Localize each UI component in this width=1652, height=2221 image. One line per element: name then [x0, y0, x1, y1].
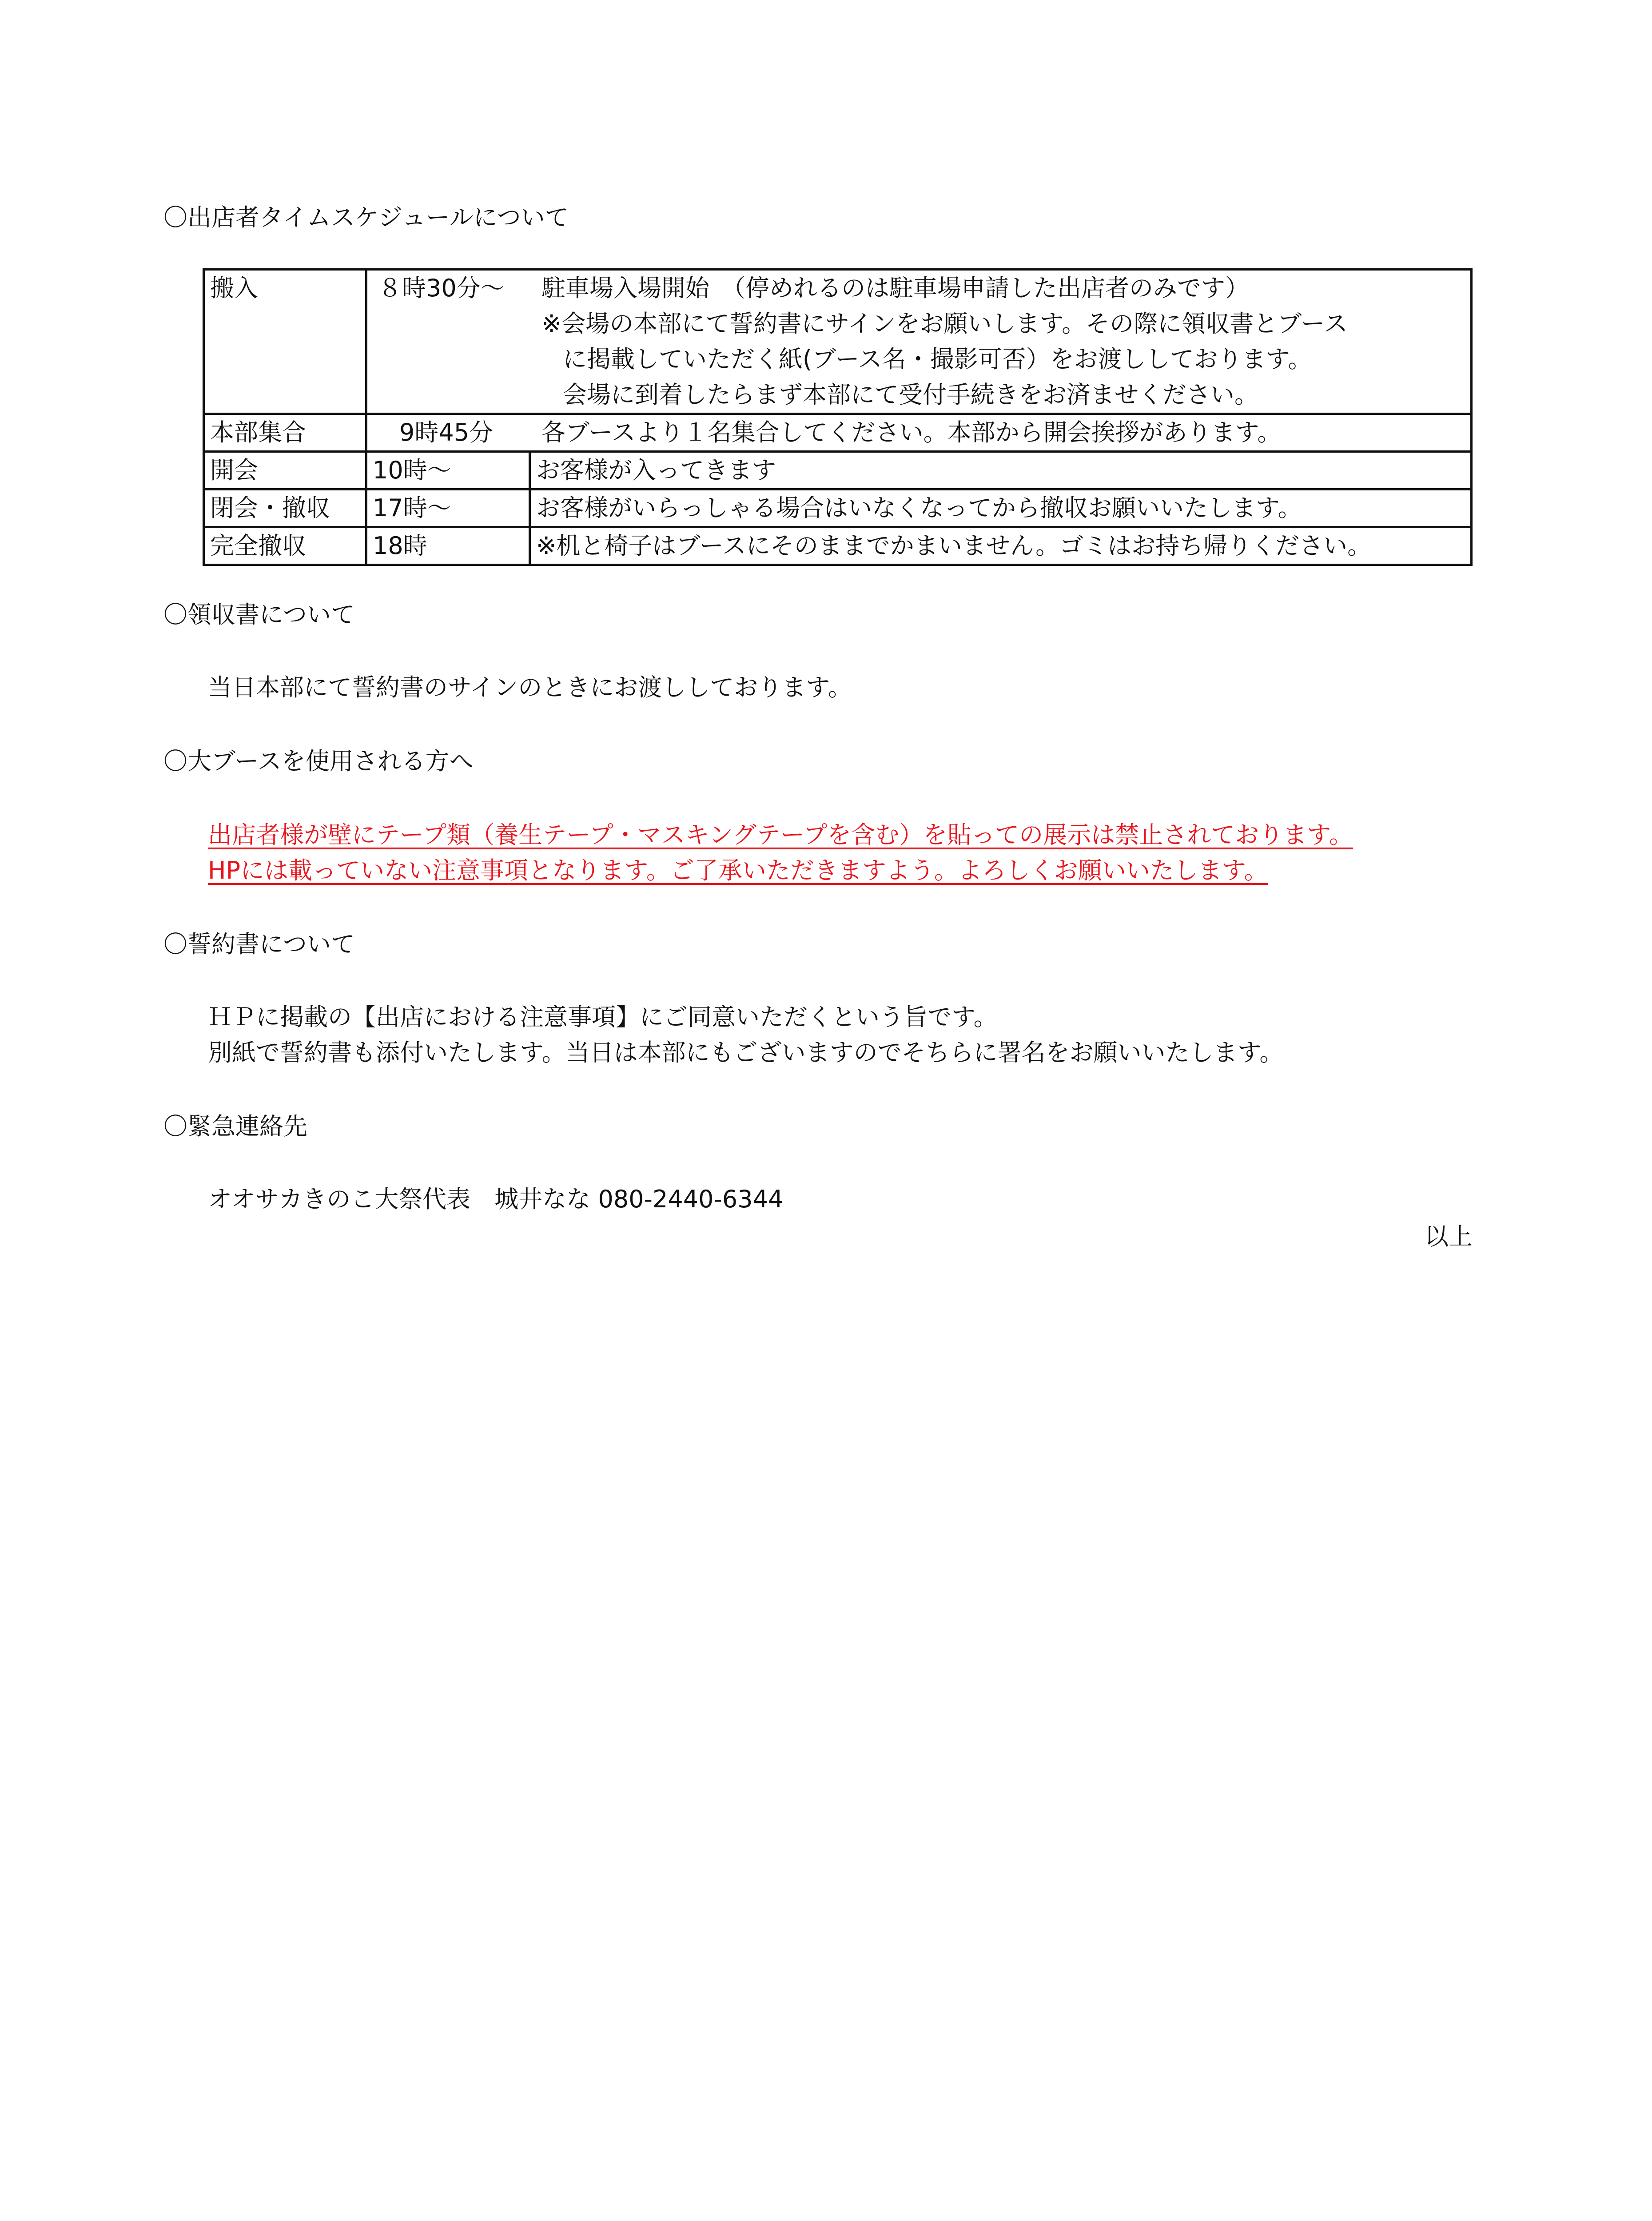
emergency-heading: 〇緊急連絡先 [163, 1112, 307, 1140]
pledge-heading: 〇誓約書について [163, 930, 355, 958]
schedule-time: 10時～ [366, 452, 530, 490]
schedule-label: 閉会・撤収 [204, 490, 366, 527]
table-row [204, 414, 1472, 452]
schedule-detail: 会場に到着したらまず本部にて受付手続きをお済ませください。 [563, 381, 1258, 409]
schedule-detail: に掲載していただく紙(ブース名・撮影可否）をお渡ししております。 [563, 345, 1312, 373]
schedule-detail: 駐車場入場開始 （停めれるのは駐車場申請した出店者のみです） [541, 274, 1249, 302]
schedule-merged-cell [366, 414, 1472, 452]
schedule-label: 完全撤収 [204, 527, 366, 565]
booth-warning-line: 出店者様が壁にテープ類（養生テープ・マスキングテープを含む）を貼っての展示は禁止されております。 [208, 821, 1353, 849]
schedule-label: 開会 [204, 452, 366, 490]
schedule-detail: 各ブースより１名集合してください。本部から開会挨拶があります。 [541, 418, 1282, 446]
schedule-detail: お客様が入ってきます [530, 452, 1472, 490]
pledge-line: ＨＰに掲載の【出店における注意事項】にご同意いただくという旨です。 [208, 1003, 998, 1031]
schedule-time: 9時45分 [399, 418, 494, 446]
booth-warning-line: HPには載っていない注意事項となります。ご了承いただきますよう。よろしくお願いいたします。 [208, 856, 1268, 884]
schedule-detail: ※会場の本部にて誓約書にサインをお願いします。その際に領収書とブース [541, 310, 1348, 338]
schedule-heading: 〇出店者タイムスケジュールについて [163, 203, 569, 231]
table-row [204, 270, 1472, 414]
schedule-label: 本部集合 [204, 414, 366, 452]
table-row [204, 490, 1472, 527]
schedule-label: 搬入 [204, 270, 366, 414]
schedule-table [203, 268, 1473, 566]
schedule-detail: ※机と椅子はブースにそのままでかまいません。ゴミはお持ち帰りください。 [530, 527, 1472, 565]
table-row [204, 452, 1472, 490]
schedule-time: 17時～ [366, 490, 530, 527]
receipt-heading: 〇領収書について [163, 601, 355, 629]
emergency-contact: オオサカきのこ大祭代表 城井なな 080-2440-6344 [208, 1185, 784, 1213]
pledge-line: 別紙で誓約書も添付いたします。当日は本部にもございますのでそちらに署名をお願いいたします。 [208, 1039, 1284, 1067]
schedule-detail: お客様がいらっしゃる場合はいなくなってから撤収お願いいたします。 [530, 490, 1472, 527]
table-row [204, 527, 1472, 565]
closing-remark: 以上 [1425, 1222, 1473, 1250]
schedule-time: ８時30分～ [378, 274, 505, 302]
schedule-time: 18時 [366, 527, 530, 565]
receipt-text: 当日本部にて誓約書のサインのときにお渡ししております。 [208, 673, 852, 701]
schedule-merged-cell [366, 270, 1472, 414]
large-booth-heading: 〇大ブースを使用される方へ [163, 747, 474, 775]
